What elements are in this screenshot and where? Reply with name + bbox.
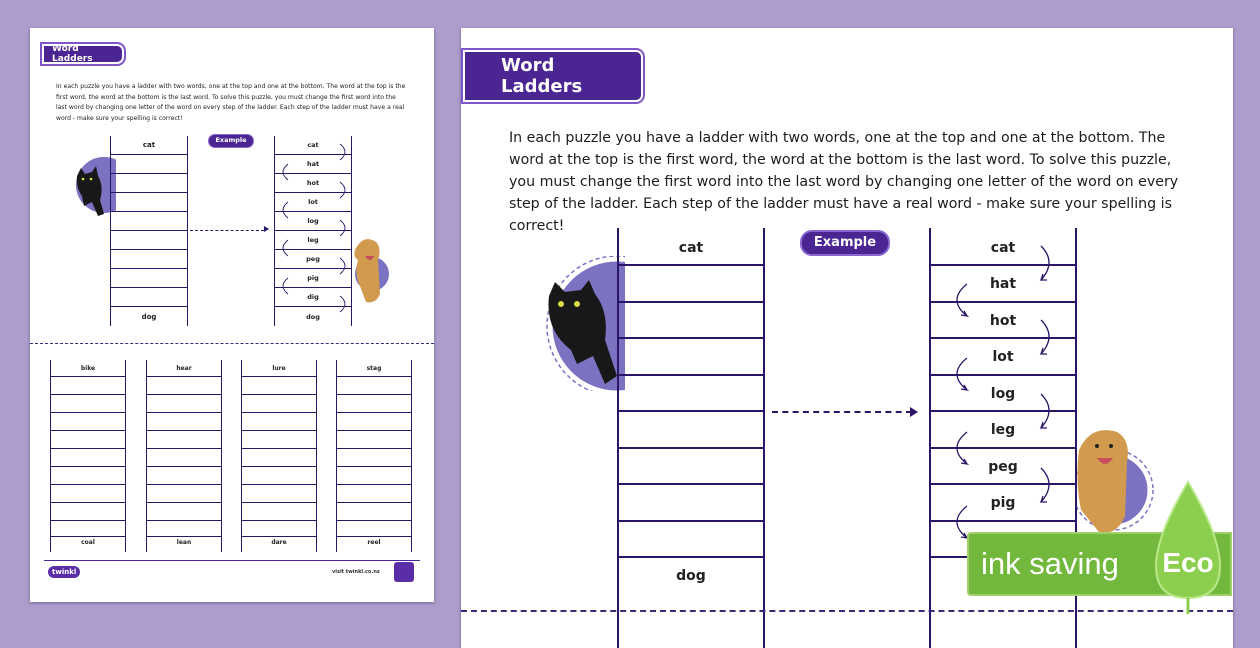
ladder-rung	[111, 211, 187, 212]
ladder-rung	[242, 536, 316, 537]
example-badge-large: Example	[800, 230, 890, 256]
ladder-rung	[51, 430, 125, 431]
ladder-rung	[337, 430, 411, 431]
example-word: hat	[989, 276, 1017, 292]
ladder-rung	[242, 484, 316, 485]
puzzle-ladder	[336, 360, 412, 552]
twinkl-logo: twinkl	[48, 566, 80, 578]
arrowhead	[264, 226, 269, 232]
ladder-rung	[51, 520, 125, 521]
ladder-rung	[337, 502, 411, 503]
ladder-rung	[111, 173, 187, 174]
ladder-bottom-word: dog	[676, 568, 706, 584]
ladder-rung	[619, 374, 763, 376]
ladder-rung	[147, 448, 221, 449]
example-word: hat	[306, 160, 320, 168]
ladder-rung	[337, 376, 411, 377]
section-divider	[30, 343, 434, 344]
example-word: log	[990, 386, 1016, 402]
ladder-rung	[242, 376, 316, 377]
ladder-bottom-word: dog	[141, 313, 157, 321]
ladder-rung	[147, 536, 221, 537]
ladder-rung	[51, 412, 125, 413]
example-word: hot	[989, 313, 1017, 329]
instructions-text-large: In each puzzle you have a ladder with two words, one at the top and one at the bottom. The word at the top is the first word, the word at the bottom is the last word. To solve this puzzle, you must change the first word into the last word by changing one letter of the word on every step of the ladder. Each step of the ladder must have a real word - make sure your spelling is correct!	[509, 130, 1179, 234]
example-word: lot	[308, 198, 318, 206]
example-word: pig	[307, 274, 319, 282]
example-word: peg	[988, 459, 1018, 475]
ladder-rung	[242, 430, 316, 431]
ladder-rung	[619, 337, 763, 339]
ladder-top-word: cat	[142, 141, 156, 149]
example-word: lot	[992, 349, 1014, 365]
example-word: dog	[306, 313, 320, 321]
ladder-rung	[619, 483, 763, 485]
ladder-rung	[337, 394, 411, 395]
ladder-rung	[147, 520, 221, 521]
ladder-rung	[51, 376, 125, 377]
ladder-rung	[242, 502, 316, 503]
example-word: log	[307, 217, 319, 225]
ladder-rung	[337, 412, 411, 413]
arrowhead-large	[910, 407, 918, 417]
dog-illustration	[350, 234, 390, 308]
puzzle-bottom-word: coal	[81, 539, 95, 546]
ladder-rung	[619, 301, 763, 303]
puzzle-ladder	[50, 360, 126, 552]
ladder-rung	[147, 412, 221, 413]
ladder-rung	[619, 520, 763, 522]
ladder-rung	[51, 466, 125, 467]
ladder-rung	[111, 154, 187, 155]
ladder-rung	[147, 376, 221, 377]
dashed-arrow-large	[772, 411, 912, 413]
curved-arrows-large	[929, 228, 1079, 568]
example-word: cat	[307, 141, 319, 149]
start-ladder	[110, 136, 188, 326]
footer-url: visit twinkl.co.nz	[332, 569, 380, 575]
dog-illustration-large	[1077, 420, 1157, 540]
eco-leaf-icon	[1146, 480, 1230, 616]
example-word: hot	[306, 179, 320, 187]
ladder-rung	[147, 394, 221, 395]
example-word: leg	[307, 236, 319, 244]
ladder-rung	[51, 394, 125, 395]
ladder-rung	[147, 502, 221, 503]
eco-label: Eco	[1162, 547, 1214, 578]
ladder-rung	[111, 287, 187, 288]
example-badge: Example	[208, 134, 254, 148]
start-ladder-large	[617, 228, 765, 648]
dashed-arrow	[190, 230, 264, 231]
ladder-rung	[242, 412, 316, 413]
example-word: pig	[990, 495, 1016, 511]
puzzle-top-word: bike	[80, 365, 96, 372]
ladder-rung	[619, 447, 763, 449]
thumbnail-page[interactable]	[30, 28, 434, 602]
ladder-rung	[51, 448, 125, 449]
ladder-rung	[147, 466, 221, 467]
ladder-top-word: cat	[678, 240, 704, 256]
instructions-text: In each puzzle you have a ladder with two words, one at the top and one at the bottom. The word at the top is the first word, the word at the bottom is the last word. To solve this puzzle, you must change the first word into the last word by changing one letter of the word on every step of the ladder. Each step of the ladder must have a real word - make sure your spelling is correct!	[56, 83, 406, 122]
ladder-rung	[111, 192, 187, 193]
ladder-rung	[51, 502, 125, 503]
ladder-rung	[147, 430, 221, 431]
ladder-rung	[242, 448, 316, 449]
puzzle-top-word: hear	[176, 365, 192, 372]
puzzle-bottom-word: dare	[271, 539, 287, 546]
page-title-large: Word Ladders	[463, 50, 643, 102]
ladder-rung	[242, 466, 316, 467]
ladder-rung	[619, 264, 763, 266]
puzzle-bottom-word: lean	[176, 539, 192, 546]
section-divider-large	[461, 610, 1233, 612]
ladder-rung	[111, 230, 187, 231]
ladder-rung	[619, 556, 763, 558]
example-word: peg	[306, 255, 320, 263]
puzzle-bottom-word: reel	[367, 539, 381, 546]
puzzle-top-word: lure	[272, 365, 286, 372]
ladder-rung	[111, 268, 187, 269]
twinkl-logo-small	[394, 562, 414, 582]
ladder-rung	[147, 484, 221, 485]
puzzle-top-word: stag	[366, 365, 382, 372]
ladder-rung	[111, 306, 187, 307]
ladder-rung	[51, 484, 125, 485]
example-word: dig	[307, 293, 319, 301]
ladder-rung	[242, 394, 316, 395]
ladder-rung	[51, 536, 125, 537]
ladder-rung	[242, 520, 316, 521]
ladder-rung	[619, 410, 763, 412]
cat-illustration-large	[545, 256, 625, 391]
footer-line	[44, 560, 420, 561]
ladder-rung	[337, 448, 411, 449]
curved-arrows	[272, 138, 356, 328]
puzzle-ladder	[241, 360, 317, 552]
ladder-rung	[337, 466, 411, 467]
eco-badge-text: ink saving	[981, 546, 1119, 581]
ladder-rung	[111, 249, 187, 250]
ladder-rung	[337, 536, 411, 537]
ladder-rung	[337, 520, 411, 521]
puzzle-ladder	[146, 360, 222, 552]
ladder-rung	[337, 484, 411, 485]
page-title: Word Ladders	[42, 44, 124, 64]
example-word: cat	[990, 240, 1016, 256]
example-word: leg	[990, 422, 1016, 438]
